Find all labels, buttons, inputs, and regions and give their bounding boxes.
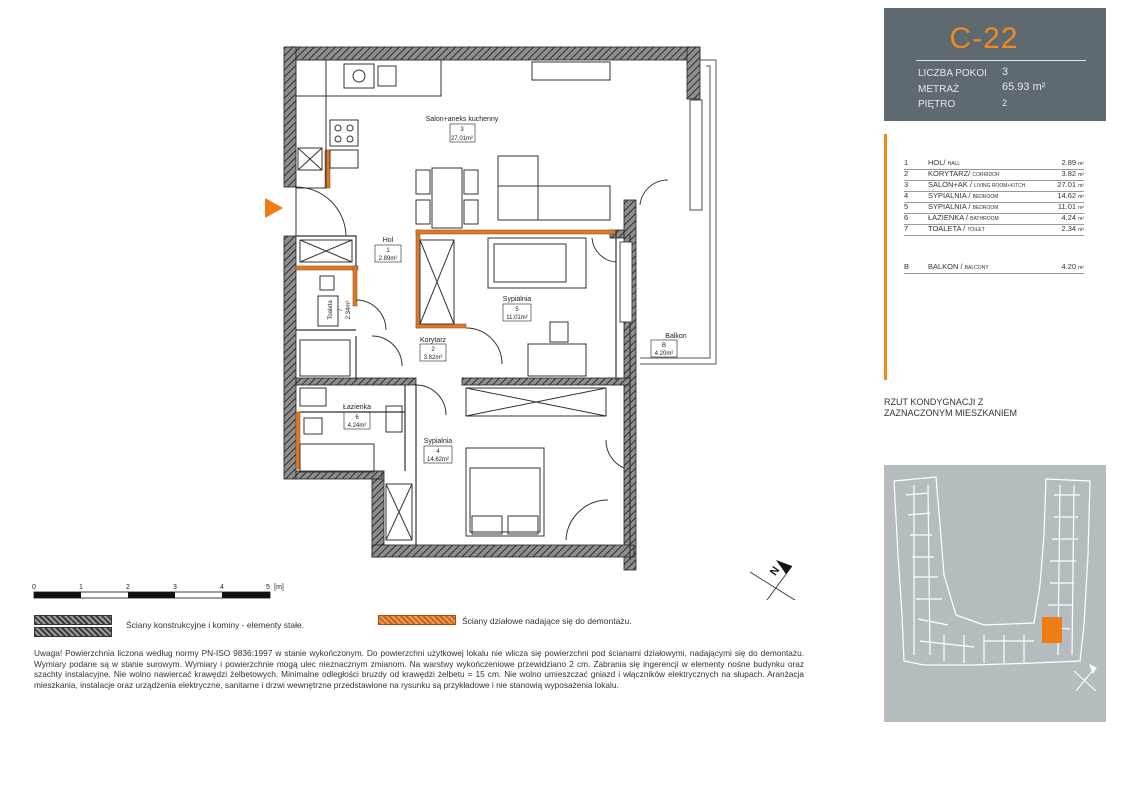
label-hol: Hol — [382, 237, 394, 244]
room-area: 2.89 m² — [1061, 158, 1084, 167]
room-area: 14.62 m² — [1057, 191, 1084, 200]
label-hol-area: 2.89m² — [378, 256, 398, 262]
room-area: 11.01 m² — [1057, 202, 1084, 211]
scale-tick: 2 — [126, 584, 130, 591]
room-area: 3.82 m² — [1061, 169, 1084, 178]
room-name: TOALETA / TOILET — [928, 224, 985, 233]
room-no: 6 — [904, 213, 909, 222]
label-korytarz-no: 2 — [431, 347, 435, 353]
label-salon-no: 3 — [460, 127, 464, 133]
room-no: 2 — [904, 169, 909, 178]
disclaimer-note: Uwaga! Powierzchnia liczona według normy PN-ISO 9836:1997 w stanie wykończonym. Do powierzchni użytkowej lokalu nie wlicza się powierzchni pod ścianami działowymi, nadającymi się do demontażu. Wymiary podane są w stanie surowym. Wymiary i powierzchnie mogą ulec nieznacznym zmianom. Na warstwy wykończeniowe przewidziano 2 cm. Zabrania się ingerencji w elementy nośne budynku oraz szachty instalacyjne. Nie wolno nawiercać krawędzi żelbetowych. Minimalne odległości bruzdy od krawędzi żelbetu = 15 cm. Nie wolno umieszczać gniazd i włączników elektrycznych na słupach. Aranżacja mieszkania, instalacje oraz urządzenia elektryczne, sanitarne i drzwi wewnętrzne przedstawione na rysunku są przykładowe i nie stanowią wyposażenia lokalu. — [34, 648, 804, 690]
room-no: 3 — [904, 180, 909, 189]
unit-code: C-22 — [949, 22, 1019, 55]
compass-letter: N — [767, 564, 783, 579]
label-sypialnia5-area: 11.01m² — [506, 315, 528, 321]
room-area: 4.20 m² — [1061, 262, 1084, 271]
highlighted-unit — [1042, 617, 1062, 643]
label-toaleta-area: 2.34m² — [346, 300, 352, 320]
label-balkon: Balkon — [665, 333, 687, 340]
label-korytarz-area: 3.82m² — [423, 355, 443, 361]
scale-unit: [m] — [274, 584, 284, 591]
room-name: BALKON / BALCONY — [928, 262, 989, 271]
bedroom4-fittings — [386, 388, 624, 540]
scale-tick: 4 — [220, 584, 224, 591]
label-salon-area: 27.01m² — [450, 136, 474, 142]
label-hol-no: 1 — [386, 248, 390, 254]
keyplan-compass-icon — [1074, 665, 1096, 691]
legend-structural-swatch — [34, 615, 112, 625]
toilet-fittings — [300, 276, 402, 376]
scale-tick: 1 — [79, 584, 83, 591]
room-name: SYPIALNIA / BEDROOM — [928, 202, 999, 211]
label-lazienka: Łazienka — [342, 404, 372, 411]
room-table-accent-bar — [884, 134, 887, 380]
key-plan-drawing — [884, 465, 1106, 722]
scale-tick: 0 — [32, 584, 36, 591]
label-sypialnia4-no: 4 — [436, 449, 440, 455]
label-sypialnia4: Sypialnia — [423, 438, 453, 445]
room-no: 5 — [904, 202, 909, 211]
floor-value: 2 — [1002, 98, 1008, 108]
room-no: 7 — [904, 224, 909, 233]
room-area: 27.01 m² — [1057, 180, 1084, 189]
rooms-count-value: 3 — [1002, 66, 1009, 78]
balcony-outline — [640, 60, 716, 364]
legend-structural-swatch — [34, 627, 112, 637]
legend-structural-text: Ściany konstrukcyjne i kominy - elementy stałe. — [126, 620, 305, 630]
label-sypialnia5: Sypialnia — [502, 296, 532, 303]
room-no: 4 — [904, 191, 909, 200]
label-toaleta-no: 7 — [338, 308, 344, 312]
room-no: B — [904, 262, 910, 271]
hall-fittings — [296, 187, 352, 262]
room-row — [904, 224, 1084, 236]
room-name: SALON+AK / LIVING ROOM+KITCH. — [928, 180, 1027, 189]
header-divider — [916, 60, 1086, 61]
caption-line: RZUT KONDYGNACJI Z — [884, 397, 984, 407]
label-lazienka-area: 4.24m² — [347, 423, 367, 429]
room-name: HOL/ HALL — [928, 158, 961, 167]
area-label: METRAŻ — [918, 84, 960, 95]
room-name: SYPIALNIA / BEDROOM — [928, 191, 999, 200]
scale-bar — [32, 584, 284, 598]
scale-tick: 3 — [173, 584, 177, 591]
label-sypialnia5-no: 5 — [515, 307, 519, 313]
room-area: 4.24 m² — [1061, 213, 1084, 222]
label-salon: Salon+aneks kuchenny — [425, 116, 499, 123]
label-balkon-no: B — [661, 343, 667, 349]
floor-label: PIĘTRO — [918, 99, 956, 110]
room-name: KORYTARZ/ CORRIDOR — [928, 169, 1000, 178]
label-toaleta: Toaleta — [328, 300, 334, 320]
rooms-count-label: LICZBA POKOI — [918, 68, 987, 79]
caption-line: ZAZNACZONYM MIESZKANIEM — [884, 408, 1018, 418]
label-lazienka-no: 6 — [355, 415, 359, 421]
entrance-arrow-icon — [265, 198, 283, 218]
unit-header-panel — [884, 8, 1106, 121]
building-key-plan — [884, 465, 1106, 722]
room-name: ŁAZIENKA / BATHROOM — [928, 213, 999, 222]
floor-plan-caption — [884, 397, 1017, 419]
label-sypialnia4-area: 14.62m² — [426, 457, 450, 463]
legend-removable-text: Ściany działowe nadające się do demontażu. — [462, 616, 632, 626]
area-value: 65.93 m² — [1002, 81, 1046, 93]
room-area: 2.34 m² — [1061, 224, 1084, 233]
legend-removable-swatch — [378, 615, 456, 625]
living-furniture — [416, 156, 610, 228]
label-balkon-area: 4.20m² — [654, 351, 674, 357]
balcony-row — [904, 262, 1084, 274]
label-korytarz: Korytarz — [419, 337, 447, 344]
scale-tick: 5 — [266, 584, 270, 591]
room-no: 1 — [904, 158, 909, 167]
